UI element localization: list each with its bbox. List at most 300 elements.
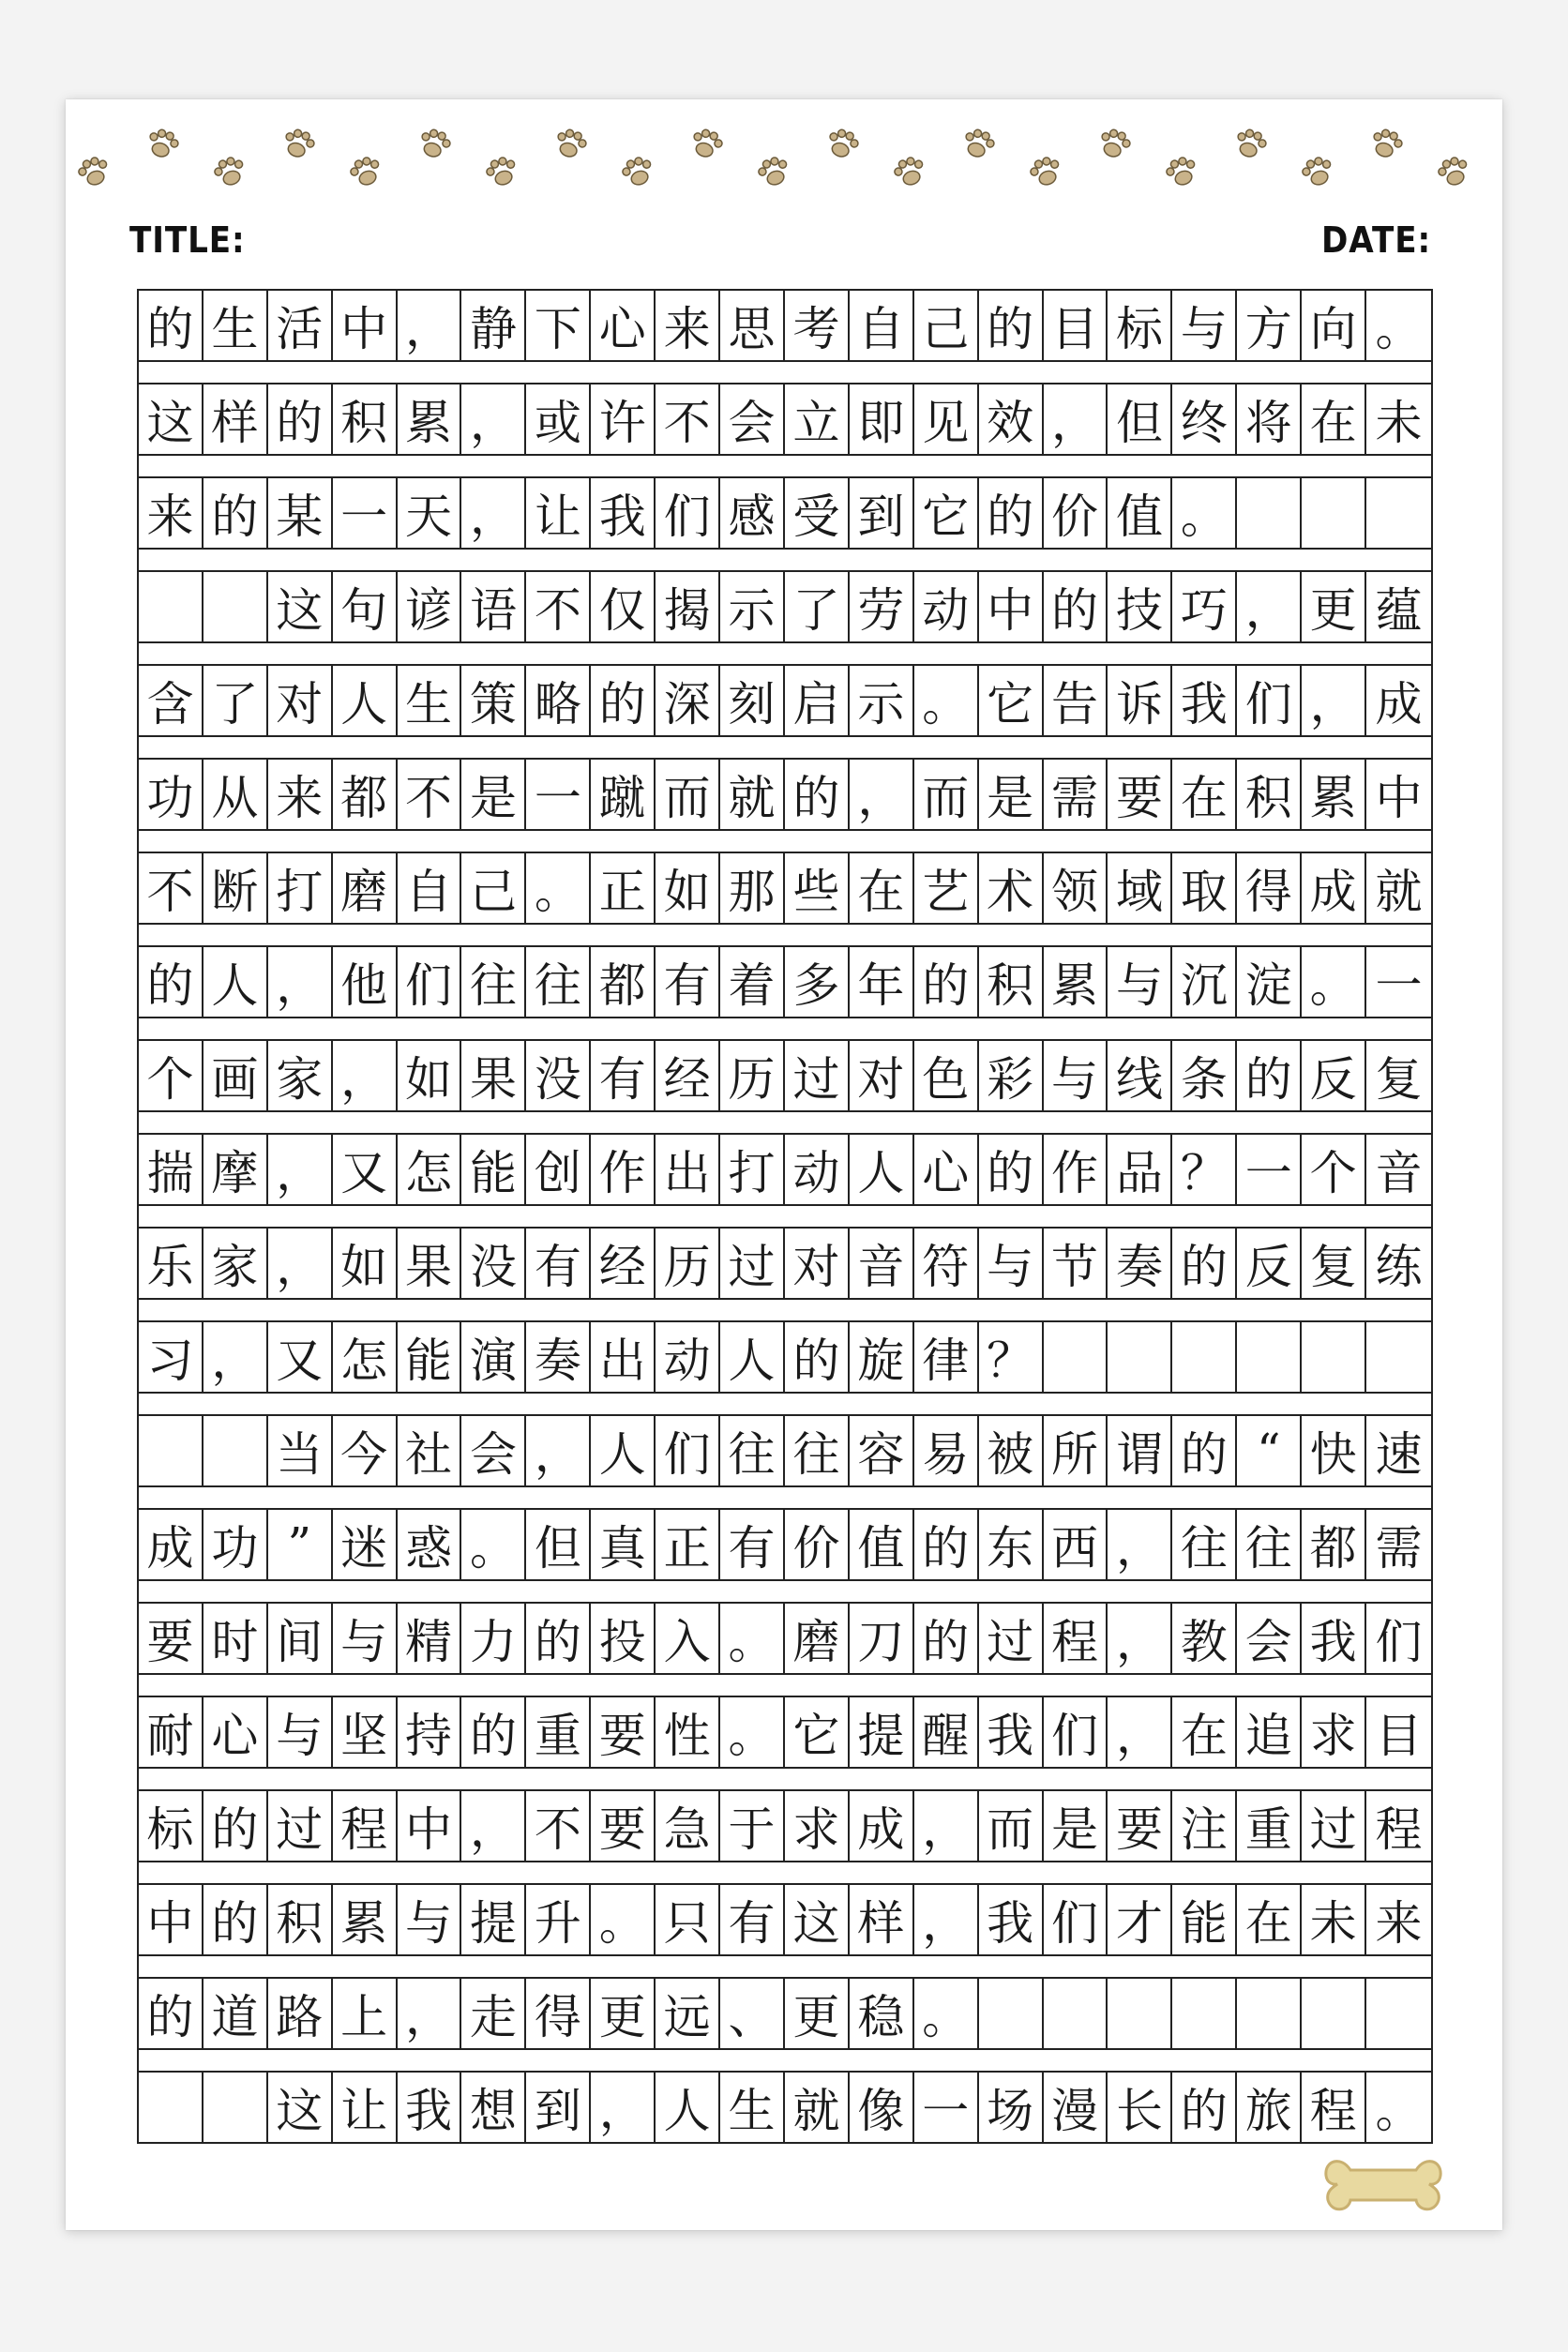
grid-cell: 策 <box>462 666 527 735</box>
grid-cell: 都 <box>591 947 656 1017</box>
paw-icon <box>1429 148 1477 196</box>
grid-cell: 。 <box>720 1697 785 1767</box>
grid-cell: 创 <box>526 1135 591 1204</box>
grid-cell: 又 <box>333 1135 398 1204</box>
grid-cell: 们 <box>1044 1697 1108 1767</box>
grid-cell: 果 <box>398 1229 462 1298</box>
grid-cell: 的 <box>591 666 656 735</box>
grid-cell <box>139 1416 204 1485</box>
grid-cell: 取 <box>1172 853 1237 923</box>
grid-cell: 那 <box>720 853 785 923</box>
grid-cell: 了 <box>785 572 850 641</box>
grid-cell: 惑 <box>398 1510 462 1579</box>
grid-cell: ， <box>1108 1510 1173 1579</box>
grid-cell: 。 <box>720 1604 785 1673</box>
grid-cell: 投 <box>591 1604 656 1673</box>
grid-cell: 劳 <box>850 572 914 641</box>
grid-cell: 与 <box>1108 947 1173 1017</box>
grid-cell: 如 <box>398 1041 462 1110</box>
grid-cell: 的 <box>139 947 204 1017</box>
grid-cell: 静 <box>462 291 527 360</box>
grid-cell <box>1302 1979 1366 2048</box>
grid-cell: 有 <box>656 947 720 1017</box>
grid-cell: 的 <box>785 760 850 829</box>
grid-cell <box>1237 478 1302 548</box>
grid-cell: 重 <box>526 1697 591 1767</box>
grid-cell: 样 <box>204 384 268 454</box>
grid-cell: 提 <box>850 1697 914 1767</box>
grid-cell: 己 <box>914 291 979 360</box>
grid-cell: 值 <box>1108 478 1173 548</box>
grid-cell: 终 <box>1172 384 1237 454</box>
grid-cell: 术 <box>979 853 1044 923</box>
grid-cell: 谓 <box>1108 1416 1173 1485</box>
grid-cell: 成 <box>850 1791 914 1861</box>
grid-cell: 条 <box>1172 1041 1237 1110</box>
grid-cell: 成 <box>1375 677 1423 731</box>
paw-icon <box>546 121 593 168</box>
grid-cell: 揭 <box>656 572 720 641</box>
grid-cell: 、 <box>720 1979 785 2048</box>
grid-cell: 目 <box>1375 1709 1423 1763</box>
grid-cell: 累 <box>1044 947 1108 1017</box>
grid-cell: 不 <box>656 384 720 454</box>
grid-cell <box>1108 1322 1173 1392</box>
notebook-page <box>66 99 1502 2230</box>
grid-cell: 启 <box>785 666 850 735</box>
grid-cell <box>204 572 268 641</box>
grid-cell <box>1366 1979 1431 2048</box>
grid-cell: 积 <box>333 384 398 454</box>
paw-icon <box>613 148 661 196</box>
grid-cell: 让 <box>526 478 591 548</box>
grid-cell: 与 <box>1172 291 1237 360</box>
grid-cell: 下 <box>526 291 591 360</box>
grid-cell: 。 <box>1375 2084 1423 2138</box>
grid-cell: 个 <box>1302 1135 1366 1204</box>
paw-icon <box>477 148 525 196</box>
paw-icon <box>954 121 1001 168</box>
grid-cell: 我 <box>1302 1604 1366 1673</box>
grid-cell: ， <box>268 1229 333 1298</box>
row-spacer <box>137 362 1433 384</box>
grid-cell: 就 <box>1375 865 1423 919</box>
grid-cell: 告 <box>1044 666 1108 735</box>
grid-cell: 只 <box>656 1885 720 1954</box>
grid-cell: 往 <box>720 1416 785 1485</box>
grid-cell: 场 <box>979 2073 1044 2142</box>
grid-cell <box>1172 1322 1237 1392</box>
grid-cell: 略 <box>526 666 591 735</box>
grid-cell: 生 <box>204 291 268 360</box>
grid-cell: 旋 <box>850 1322 914 1392</box>
grid-cell: 能 <box>462 1135 527 1204</box>
grid-cell: 被 <box>979 1416 1044 1485</box>
grid-row <box>137 1696 1433 1769</box>
grid-cell: 往 <box>785 1416 850 1485</box>
grid-cell: 的 <box>204 1791 268 1861</box>
grid-row <box>137 758 1433 831</box>
grid-cell: 。 <box>914 1979 979 2048</box>
grid-row <box>137 1789 1433 1862</box>
grid-cell: 们 <box>1044 1885 1108 1954</box>
grid-cell: 将 <box>1237 384 1302 454</box>
grid-cell: 过 <box>785 1041 850 1110</box>
grid-cell: ， <box>914 1791 979 1861</box>
grid-cell: ， <box>333 1041 398 1110</box>
grid-cell: 就 <box>785 2073 850 2142</box>
grid-cell: 我 <box>979 1885 1044 1954</box>
grid-cell: 一 <box>1375 958 1423 1013</box>
grid-cell: 。 <box>914 666 979 735</box>
grid-cell: 往 <box>462 947 527 1017</box>
grid-cell: 奏 <box>1108 1229 1173 1298</box>
row-spacer <box>137 737 1433 760</box>
grid-cell: 如 <box>333 1229 398 1298</box>
paw-border <box>66 99 1502 212</box>
grid-cell: ， <box>526 1416 591 1485</box>
grid-cell: 性 <box>656 1697 720 1767</box>
row-spacer <box>137 925 1433 947</box>
grid-cell: 技 <box>1108 572 1173 641</box>
grid-cell: 淀 <box>1237 947 1302 1017</box>
grid-cell: 磨 <box>785 1604 850 1673</box>
grid-cell: ， <box>462 478 527 548</box>
grid-cell: 中 <box>398 1791 462 1861</box>
paw-icon <box>818 121 865 168</box>
grid-cell: 的 <box>139 291 204 360</box>
grid-cell: 音 <box>1375 1146 1423 1200</box>
grid-cell: 沉 <box>1172 947 1237 1017</box>
grid-cell: 才 <box>1108 1885 1173 1954</box>
grid-cell: 个 <box>139 1041 204 1110</box>
grid-cell: 律 <box>914 1322 979 1392</box>
grid-cell: 目 <box>1044 291 1108 360</box>
grid-cell: 而 <box>914 760 979 829</box>
grid-cell: 诉 <box>1108 666 1173 735</box>
grid-cell: 标 <box>139 1791 204 1861</box>
grid-cell: 来 <box>268 760 333 829</box>
grid-cell: 出 <box>656 1135 720 1204</box>
grid-cell: 求 <box>785 1791 850 1861</box>
paw-icon <box>1090 121 1137 168</box>
grid-row <box>137 1133 1433 1206</box>
grid-cell: ， <box>398 1979 462 2048</box>
grid-cell: 当 <box>268 1416 333 1485</box>
grid-cell: 重 <box>1237 1791 1302 1861</box>
grid-cell: 的 <box>526 1604 591 1673</box>
grid-cell: 句 <box>333 572 398 641</box>
row-spacer <box>137 1300 1433 1322</box>
grid-cell: 了 <box>204 666 268 735</box>
grid-cell: ， <box>462 1791 527 1861</box>
grid-cell: 我 <box>398 2073 462 2142</box>
grid-cell: 要 <box>139 1604 204 1673</box>
grid-cell: 积 <box>268 1885 333 1954</box>
grid-cell: 历 <box>656 1229 720 1298</box>
grid-cell: ， <box>268 947 333 1017</box>
paw-icon <box>138 121 185 168</box>
grid-cell: 人 <box>656 2073 720 2142</box>
grid-cell: 这 <box>139 384 204 454</box>
grid-cell: ， <box>591 2073 656 2142</box>
grid-cell: ， <box>1108 1604 1173 1673</box>
grid-cell: 正 <box>656 1510 720 1579</box>
grid-cell: 画 <box>204 1041 268 1110</box>
grid-cell: 立 <box>785 384 850 454</box>
grid-cell: 如 <box>656 853 720 923</box>
grid-cell: 对 <box>268 666 333 735</box>
grid-cell: 求 <box>1302 1697 1366 1767</box>
writing-grid <box>137 289 1433 2161</box>
grid-cell: 急 <box>656 1791 720 1861</box>
grid-cell: 着 <box>720 947 785 1017</box>
grid-cell: 己 <box>462 853 527 923</box>
grid-cell: 见 <box>914 384 979 454</box>
grid-cell <box>979 1979 1044 2048</box>
grid-cell: 没 <box>462 1229 527 1298</box>
grid-cell: 力 <box>462 1604 527 1673</box>
grid-cell: 向 <box>1302 291 1366 360</box>
grid-cell: 过 <box>1302 1791 1366 1861</box>
grid-cell: 它 <box>785 1697 850 1767</box>
grid-cell: 远 <box>656 1979 720 2048</box>
grid-cell: 与 <box>268 1697 333 1767</box>
grid-cell <box>1302 1322 1366 1392</box>
row-spacer <box>137 1112 1433 1135</box>
grid-cell: 效 <box>979 384 1044 454</box>
grid-cell: ？ <box>1172 1135 1237 1204</box>
grid-cell: 耐 <box>139 1697 204 1767</box>
grid-cell: 示 <box>850 666 914 735</box>
grid-cell: 长 <box>1108 2073 1173 2142</box>
grid-cell: 巧 <box>1172 572 1237 641</box>
grid-cell: 但 <box>526 1510 591 1579</box>
grid-cell: 多 <box>785 947 850 1017</box>
grid-cell: 提 <box>462 1885 527 1954</box>
grid-cell: 程 <box>1375 1802 1423 1857</box>
grid-cell: 能 <box>1172 1885 1237 1954</box>
grid-row <box>137 1320 1433 1394</box>
grid-row <box>137 1414 1433 1487</box>
grid-cell: 到 <box>526 2073 591 2142</box>
grid-cell: 得 <box>526 1979 591 2048</box>
grid-cell: 复 <box>1375 1052 1423 1107</box>
grid-cell <box>1044 1322 1108 1392</box>
row-spacer <box>137 1394 1433 1416</box>
grid-cell: 的 <box>1044 572 1108 641</box>
grid-cell: 色 <box>914 1041 979 1110</box>
grid-cell <box>204 2073 268 2142</box>
grid-cell: 会 <box>720 384 785 454</box>
grid-row <box>137 1039 1433 1112</box>
grid-cell <box>1237 1979 1302 2048</box>
grid-cell: 经 <box>591 1229 656 1298</box>
grid-cell: 会 <box>1237 1604 1302 1673</box>
grid-cell: 些 <box>785 853 850 923</box>
paw-icon <box>1021 148 1069 196</box>
grid-cell <box>1172 1979 1237 2048</box>
grid-cell: 。 <box>1375 302 1423 356</box>
grid-cell: 摩 <box>204 1135 268 1204</box>
grid-row <box>137 1977 1433 2050</box>
grid-cell: 价 <box>1044 478 1108 548</box>
grid-row <box>137 383 1433 456</box>
grid-cell: 西 <box>1044 1510 1108 1579</box>
grid-cell: 含 <box>139 666 204 735</box>
row-spacer <box>137 2050 1433 2073</box>
grid-cell <box>1302 478 1366 548</box>
grid-cell: 这 <box>268 572 333 641</box>
grid-cell: 过 <box>979 1604 1044 1673</box>
grid-cell: 来 <box>1375 1896 1423 1951</box>
grid-cell: 复 <box>1302 1229 1366 1298</box>
grid-cell: 在 <box>1172 760 1237 829</box>
grid-cell: 过 <box>720 1229 785 1298</box>
grid-row <box>137 1508 1433 1581</box>
grid-cell: 对 <box>785 1229 850 1298</box>
grid-cell: 活 <box>268 291 333 360</box>
grid-cell: 思 <box>720 291 785 360</box>
grid-cell: 断 <box>204 853 268 923</box>
grid-cell: 仅 <box>591 572 656 641</box>
grid-cell: 的 <box>139 1979 204 2048</box>
grid-cell: 要 <box>591 1697 656 1767</box>
grid-cell: 们 <box>1375 1615 1423 1669</box>
row-spacer <box>137 831 1433 853</box>
grid-cell: 要 <box>1108 1791 1173 1861</box>
grid-cell: 而 <box>656 760 720 829</box>
grid-cell: ” <box>268 1510 333 1579</box>
grid-cell: 更 <box>591 1979 656 2048</box>
grid-cell: 往 <box>1172 1510 1237 1579</box>
grid-cell: 能 <box>398 1322 462 1392</box>
grid-cell: 符 <box>914 1229 979 1298</box>
row-spacer <box>137 1862 1433 1885</box>
grid-cell <box>1044 1979 1108 2048</box>
grid-cell <box>204 1416 268 1485</box>
row-spacer <box>137 456 1433 478</box>
grid-cell: 感 <box>720 478 785 548</box>
grid-cell: 奏 <box>526 1322 591 1392</box>
grid-cell: 更 <box>785 1979 850 2048</box>
grid-cell: 这 <box>785 1885 850 1954</box>
grid-cell: 就 <box>720 760 785 829</box>
grid-cell: 路 <box>268 1979 333 2048</box>
grid-cell: 经 <box>656 1041 720 1110</box>
grid-cell: 我 <box>591 478 656 548</box>
grid-cell: 作 <box>1044 1135 1108 1204</box>
grid-cell: 成 <box>1302 853 1366 923</box>
grid-cell: 家 <box>204 1229 268 1298</box>
grid-cell: 道 <box>204 1979 268 2048</box>
grid-cell: 价 <box>785 1510 850 1579</box>
paw-icon <box>749 148 797 196</box>
grid-cell: 入 <box>656 1604 720 1673</box>
grid-cell: 节 <box>1044 1229 1108 1298</box>
grid-cell: 成 <box>139 1510 204 1579</box>
grid-cell: 乐 <box>139 1229 204 1298</box>
grid-cell: 果 <box>462 1041 527 1110</box>
grid-cell: 有 <box>720 1885 785 1954</box>
grid-cell: 一 <box>333 478 398 548</box>
grid-row <box>137 476 1433 550</box>
grid-cell: 所 <box>1044 1416 1108 1485</box>
grid-cell: 又 <box>268 1322 333 1392</box>
grid-cell: ， <box>268 1135 333 1204</box>
grid-cell: 彩 <box>979 1041 1044 1110</box>
grid-cell: 迷 <box>333 1510 398 1579</box>
grid-cell: 人 <box>333 666 398 735</box>
grid-cell: 走 <box>462 1979 527 2048</box>
grid-cell: 标 <box>1108 291 1173 360</box>
grid-cell: 间 <box>268 1604 333 1673</box>
grid-cell: 但 <box>1108 384 1173 454</box>
grid-cell: 方 <box>1237 291 1302 360</box>
grid-cell: 更 <box>1302 572 1366 641</box>
grid-cell <box>1366 1322 1431 1392</box>
grid-cell: 中 <box>139 1885 204 1954</box>
grid-cell: 磨 <box>333 853 398 923</box>
grid-cell: 来 <box>139 478 204 548</box>
grid-cell: 对 <box>850 1041 914 1110</box>
grid-cell: 要 <box>1108 760 1173 829</box>
paw-icon <box>885 148 933 196</box>
grid-cell: 的 <box>1172 1229 1237 1298</box>
grid-cell: 正 <box>591 853 656 923</box>
grid-cell: ， <box>204 1322 268 1392</box>
grid-cell: 与 <box>1044 1041 1108 1110</box>
grid-cell: 刻 <box>720 666 785 735</box>
grid-cell: 速 <box>1375 1427 1423 1482</box>
grid-cell: 与 <box>398 1885 462 1954</box>
grid-cell: 想 <box>462 2073 527 2142</box>
grid-row <box>137 570 1433 643</box>
grid-cell: 。 <box>526 853 591 923</box>
grid-cell: 音 <box>850 1229 914 1298</box>
grid-cell: 出 <box>591 1322 656 1392</box>
grid-cell: 是 <box>979 760 1044 829</box>
grid-row <box>137 1227 1433 1300</box>
grid-cell <box>139 572 204 641</box>
grid-cell: 的 <box>914 947 979 1017</box>
grid-cell: 的 <box>462 1697 527 1767</box>
grid-cell: 一 <box>914 2073 979 2142</box>
grid-cell: 心 <box>591 291 656 360</box>
grid-row <box>137 2071 1433 2144</box>
bone-icon <box>1322 2153 1444 2215</box>
grid-cell: 他 <box>333 947 398 1017</box>
grid-cell: 未 <box>1375 396 1423 450</box>
grid-cell: ， <box>850 760 914 829</box>
grid-cell: 往 <box>1237 1510 1302 1579</box>
grid-cell: 许 <box>591 384 656 454</box>
grid-cell: 某 <box>268 478 333 548</box>
grid-cell: 反 <box>1237 1229 1302 1298</box>
grid-cell: 习 <box>139 1322 204 1392</box>
grid-cell: 反 <box>1302 1041 1366 1110</box>
grid-cell: 有 <box>526 1229 591 1298</box>
grid-cell: 有 <box>591 1041 656 1110</box>
grid-cell: 需 <box>1044 760 1108 829</box>
grid-cell: 。 <box>462 1510 527 1579</box>
grid-cell: 。 <box>1172 478 1237 548</box>
grid-cell: 的 <box>914 1604 979 1673</box>
grid-cell: 会 <box>462 1416 527 1485</box>
grid-cell: 自 <box>398 853 462 923</box>
grid-cell: 语 <box>462 572 527 641</box>
grid-cell: 一 <box>1237 1135 1302 1204</box>
